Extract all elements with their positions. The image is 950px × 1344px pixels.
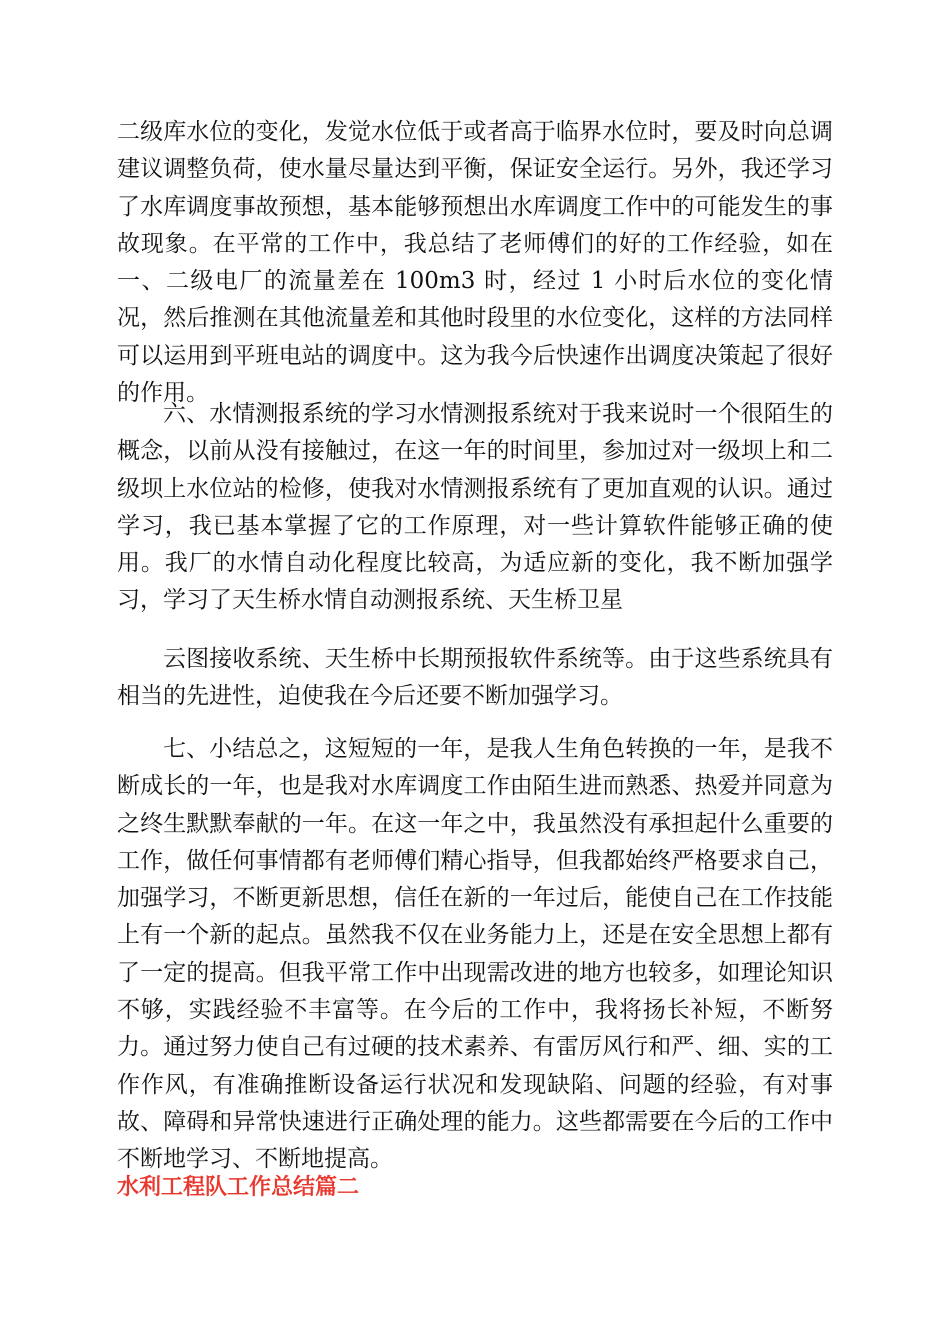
body-paragraph: 六、水情测报系统的学习水情测报系统对于我来说时一个很陌生的概念，以前从没有接触过，在这一年的时间里，参加过对一级坝上和二级坝上水位站的检修，使我对水情测报系统有了更加直观的认识。通过学习，我已基本掌握了它的工作原理，对一些计算软件能够正确的使用。我厂的水情自动化程度比较高，为适应新的变化，我不断加强学习，学习了天生桥水情自动测报系统、天生桥卫星 [117, 401, 833, 614]
body-paragraph: 云图接收系统、天生桥中长期预报软件系统等。由于这些系统具有相当的先进性，迫使我在今后还要不断加强学习。 [117, 646, 833, 710]
body-paragraph: 七、小结总之，这短短的一年，是我人生角色转换的一年，是我不断成长的一年，也是我对水库调度工作由陌生进而熟悉、热爱并同意为之终生默默奉献的一年。在这一年之中，我虽然没有承担起什么重要的工作，做任何事情都有老师傅们精心指导，但我都始终严格要求自己，加强学习，不断更新思想，信任在新的一年过后，能使自己在工作技能上有一个新的起点。虽然我不仅在业务能力上，还是在安全思想上都有了一定的提高。但我平常工作中出现需改进的地方也较多，如理论知识不够，实践经验不丰富等。在今后的工作中，我将扬长补短，不断努力。通过努力使自己有过硬的技术素养、有雷厉风行和严、细、实的工作作风，有准确推断设备运行状况和发现缺陷、问题的经验，有对事故、障碍和异常快速进行正确处理的能力。这些都需要在今后的工作中不断地学习、不断地提高。 [117, 736, 833, 1173]
body-paragraph: 二级库水位的变化，发觉水位低于或者高于临界水位时，要及时向总调建议调整负荷，使水量尽量达到平衡，保证安全运行。另外，我还学习了水库调度事故预想，基本能够预想出水库调度工作中的可能发生的事故现象。在平常的工作中，我总结了老师傅们的好的工作经验，如在一、二级电厂的流量差在 100m3 时，经过 1 小时后水位的变化情况，然后推测在其他流量差和其他时段里的水位变化，这样的方法同样可以运用到平班电站的调度中。这为我今后快速作出调度决策起了很好的作用。 [117, 119, 833, 407]
section-heading: 水利工程队工作总结篇二 [117, 1175, 360, 1200]
